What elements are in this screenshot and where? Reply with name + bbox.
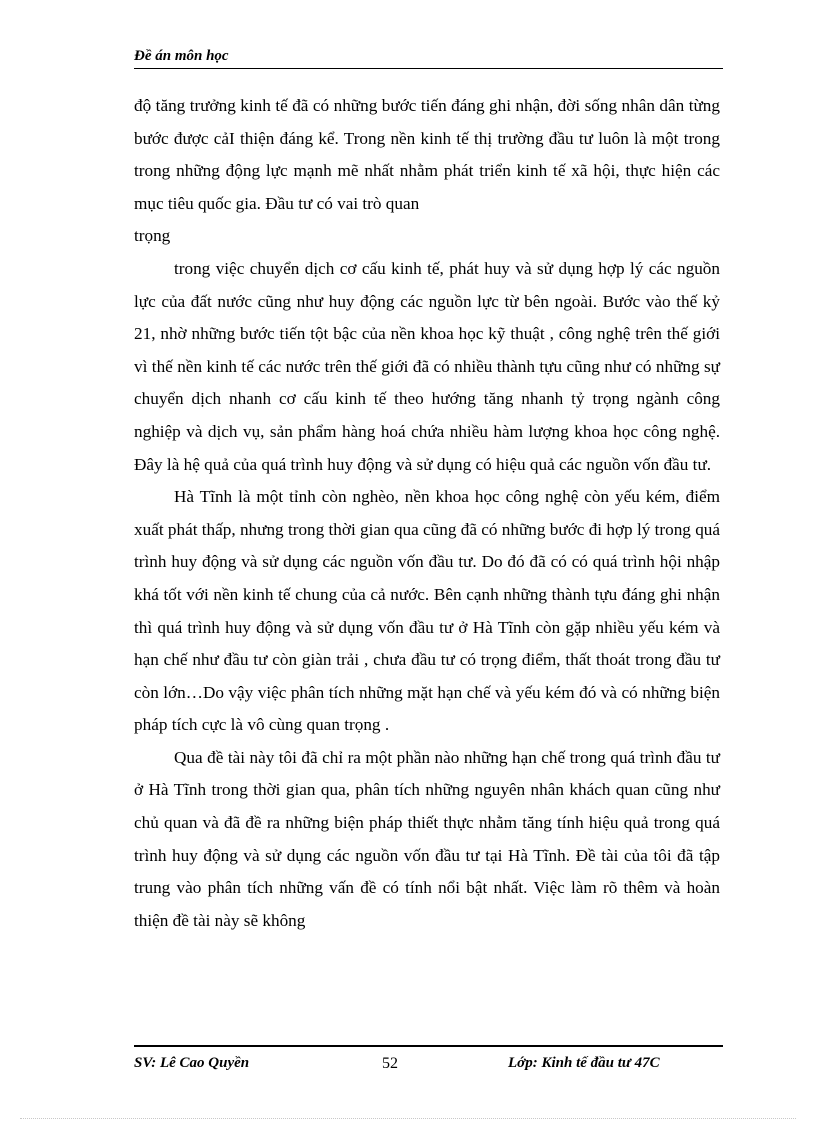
footer-student-name: SV: Lê Cao Quyền [134,1055,250,1071]
header-divider [134,68,723,69]
paragraph: độ tăng trưởng kinh tế đã có những bước tiến đáng ghi nhận, đời sống nhân dân từng bước được cảI thiện đáng kể. Trong nền kinh tế thị trường đầu tư luôn là một trong trong những động lực mạnh mẽ nhất nhằm phát triển kinh tế xã hội, thực hiện các mục tiêu quốc gia. Đầu tư có vai trò quan [134,96,720,213]
page-edge-divider [20,1118,796,1119]
paragraph: trọng [134,226,171,246]
footer-class-label: Lớp: Kinh tế đầu tư 47C [508,1055,660,1071]
page-header-title: Đề án môn học [134,48,229,64]
paragraph: Hà Tĩnh là một tỉnh còn nghèo, nền khoa học công nghệ còn yếu kém, điểm xuất phát thấp, nhưng trong thời gian qua cũng đã có những bước đi hợp lý trong quá trình huy động và sử dụng các nguồn vốn đầu tư. Do đó đã có có quá trình hội nhập khá tốt với nền kinh tế chung của cả nước. Bên cạnh những thành tựu đáng ghi nhận thì quá trình huy động và sử dụng vốn đầu tư ở Hà Tĩnh còn gặp nhiều yếu kém và hạn chế như đầu tư còn giàn trải , chưa đầu tư có trọng điểm, thất thoát trong đầu tư còn lớn…Do vậy việc phân tích những mặt hạn chế và yếu kém đó và có những biện pháp tích cực là vô cùng quan trọng . [134,487,721,735]
paragraph: Qua đề tài này tôi đã chỉ ra một phần nào những hạn chế trong quá trình đầu tư ở Hà Tĩnh trong thời gian qua, phân tích những nguyên nhân khách quan cũng như chủ quan và đã đề ra những biện pháp thiết thực nhằm tăng tính hiệu quả trong quá trình huy động và sử dụng các nguồn vốn đầu tư tại Hà Tĩnh. Đề tài của tôi đã tập trung vào phân tích những vấn đề có tính nổi bật nhất. Việc làm rõ thêm và hoàn thiện đề tài này sẽ không [134,747,720,930]
document-body [134,90,720,937]
paragraph: trong việc chuyển dịch cơ cấu kinh tế, phát huy và sử dụng hợp lý các nguồn lực của đất nước cũng như huy động các nguồn lực từ bên ngoài. Bước vào thế kỷ 21, nhờ những bước tiến tột bậc của nền khoa học kỹ thuật , công nghệ trên thế giới vì thế nền kinh tế các nước trên thế giới đã có nhiều thành tựu cũng như có những sự chuyển dịch nhanh cơ cấu kinh tế theo hướng tăng nhanh tỷ trọng ngành công nghiệp và dịch vụ, sản phẩm hàng hoá chứa nhiều hàm lượng khoa học công nghệ. Đây là hệ quả của quá trình huy động và sử dụng có hiệu quả các nguồn vốn đầu tư. [134,258,720,474]
footer-page-number: 52 [382,1055,398,1072]
footer-divider [134,1045,723,1047]
